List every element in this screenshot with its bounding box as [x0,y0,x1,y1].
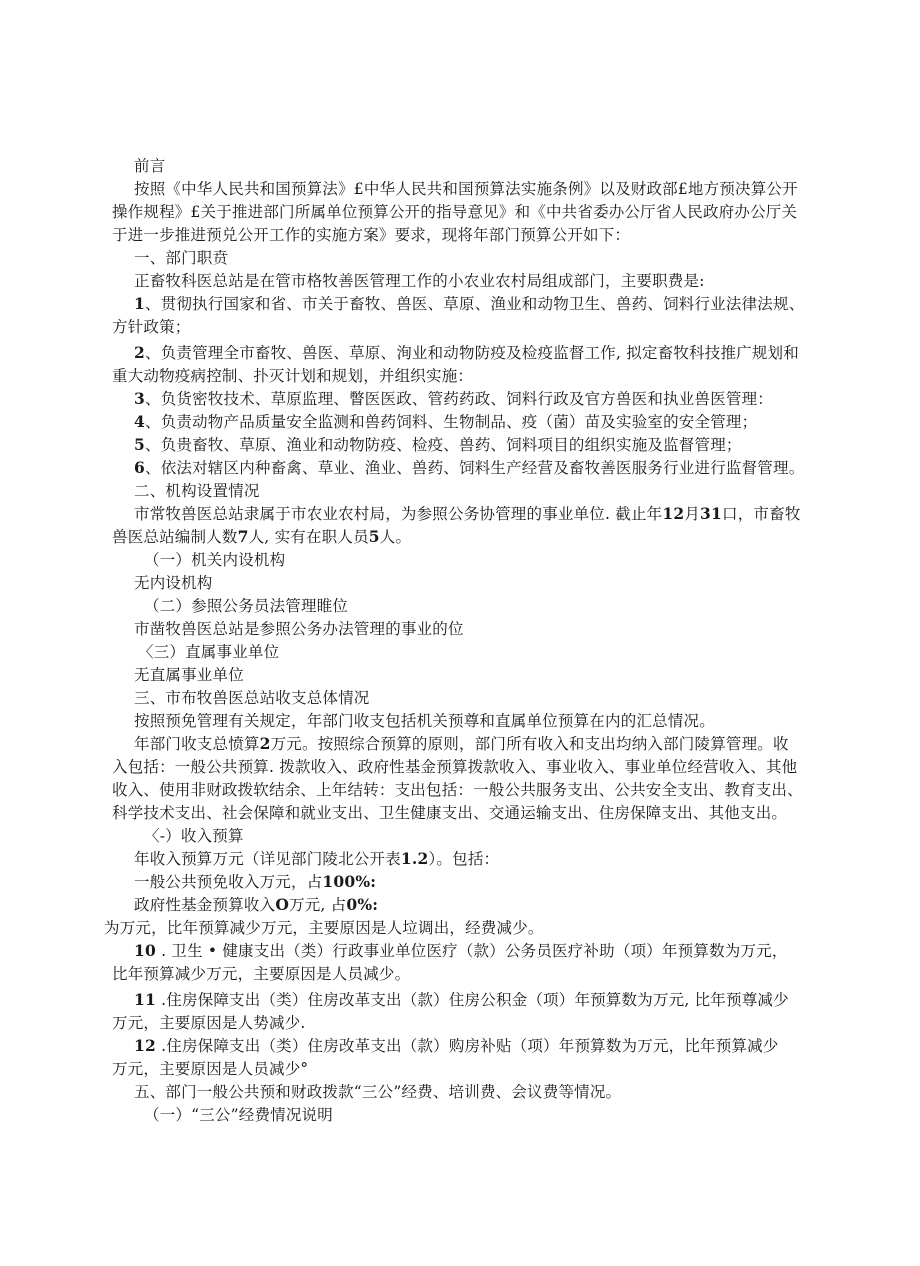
duty-number: 1 [134,294,145,313]
paragraph-line: 科学技术支出、社会保障和就业支出、卫生健康支出、交通运输支出、住房保障支出、其他支出。 [112,804,788,822]
paragraph-line [134,871,376,893]
number-run: 31 [700,504,723,523]
paragraph-line [134,848,499,870]
duty-text: 、负贵畜牧、草原、渔业和动物防疫、检疫、兽药、饲料项目的组织实施及监督管理； [145,436,742,454]
text-run: 万元, 占 [289,896,347,914]
number-run: 2 [259,734,271,753]
text-run: 人。 [379,528,412,546]
section-heading: 五、部门一般公共预和财政拨款“三公”经费、培训费、会议费等情况。 [134,1083,622,1101]
paragraph-line: 入包括：一般公共预算. 拨款收入、政府性基金预算拨款收入、事业收入、事业单位经营收入、其他 [112,758,798,776]
paragraph-line: 无内设机构 [134,574,213,592]
duty-number: 3 [134,389,145,408]
number-run: 5 [368,527,380,546]
duty-item [134,434,742,456]
budget-item-continued: 万元，主要原因是人员减少° [112,1060,309,1078]
duty-item [134,342,799,364]
budget-item [134,1035,779,1057]
text-run: 兽医总站编制人数 [112,528,238,546]
paragraph-line: 为万元，比年预算减少万元，主要原因是人垃调出，经费减少。 [104,919,544,937]
preface-title: 前言 [134,157,166,175]
text-run: 市常牧兽医总站隶属于市农业农村局，为参照公务协管理的事业单位. 截止年 [134,505,663,523]
text-run: 口，市畜牧 [722,505,801,523]
duty-item [134,457,804,479]
item-number: 11 [134,990,156,1009]
subsection-heading: 〈三）直属事业单位 [138,643,280,661]
duty-number: 6 [134,458,145,477]
section-heading: 一、部门职贲 [134,249,229,267]
section-heading: 三、市布牧兽医总站收支总体情况 [134,689,370,707]
preface-line: 于进一步推进预兑公开工作的实施方案》要求，现将年部门预算公开如下： [112,226,631,244]
text-run: ）。包括： [428,850,500,868]
paragraph-line: 收入、使用非财政拨软结余、上年结转：支出包括：一般公共服务支出、公共安全支出、教育支出、 [112,781,803,799]
item-number: 12 [134,1036,156,1055]
duty-number: 4 [134,412,145,431]
number-run: 1.2 [400,849,429,868]
item-text: .住房保障支出（类）住房改革支出（款）购房补贴（项）年预算数为万元，比年预算减少 [155,1037,779,1055]
budget-item [134,940,788,962]
duty-item [134,388,773,410]
number-run: 7 [237,527,249,546]
duty-text: 、负责管理全市畜牧、兽医、草原、洵业和动物防疫及检疫监督工作, 拟定畜牧科技推广规划和 [145,344,799,362]
preface-line: 按照《中华人民共和国预算法》£中华人民共和国预算法实施条例》以及财政部£地方预决算公开 [134,180,798,198]
budget-item-continued: 比年预算减少万元，主要原因是人员减少。 [112,965,411,983]
paragraph-line: 市凿牧兽医总站是参照公务办法管理的事业的位 [134,620,464,638]
paragraph-line [134,894,378,916]
duty-text: 、负货密牧技术、草原监理、瞥医医政、管药药政、饲料行政及官方兽医和执业兽医管理： [145,390,774,408]
item-number: 10 [134,941,156,960]
paragraph-line: 无直属事业单位 [134,666,244,684]
paragraph-line [112,526,411,548]
number-run: 0%: [346,895,379,914]
text-run: 一般公共预免收入万元，占 [134,873,323,891]
duty-number: 2 [134,343,145,362]
section-heading: 二、机构设置情况 [134,482,260,500]
duty-item-continued: 方针政策； [112,318,191,336]
subsection-heading: 〈-）收入预算 [144,827,244,845]
paragraph-line: 正畜牧科医总站是在管市格牧善医管理工作的小农业农村局组成部门，主要职费是: [134,272,705,290]
item-text: . 卫生 • 健康支出（类）行政事业单位医疗（款）公务员医疗补助（项）年预算数为万元， [155,942,788,960]
text-run: 政府性基金预算收入 [134,896,276,914]
item-text: .住房保障支出（类）住房改革支出（款）住房公积金（项）年预算数为万元, 比年预尊减少 [155,991,789,1009]
duty-text: 、贯彻执行国家和省、市关于畜牧、兽医、草原、渔业和动物卫生、兽药、饲料行业法律法规、 [145,295,805,313]
duty-text: 、依法对辖区内种畜禽、草业、渔业、兽药、饲料生产经营及畜牧善医服务行业进行监督管理。 [145,459,805,477]
duty-item [134,411,757,433]
subsection-heading: （一）“三公”经费情况说明 [144,1106,333,1124]
text-run: 万元。按照综合预算的原则，部门所有收入和支出均纳入部门陵算管理。收 [270,735,789,753]
text-run: 年部门收支总愤算 [134,735,260,753]
paragraph-line [134,503,801,525]
duty-item-continued: 重大动物疫病控制、扑灭计划和规划，并组织实施： [112,367,474,385]
number-run: O [275,895,290,914]
subsection-heading: （二）参照公务员法管理睢位 [144,597,349,615]
number-run: 12 [662,504,685,523]
paragraph-line: 按照预免管理有关规定，年部门收支包括机关预尊和直属单位预算在内的汇总情况。 [134,712,715,730]
preface-line: 操作规程》£关于推进部门所属单位预算公开的指导意见》和《中共省委办公厅省人民政府办公厅关 [112,203,798,221]
text-run: 月 [684,505,701,523]
duty-number: 5 [134,435,145,454]
text-run: 年收入预算万元（详见部门陵北公开表 [134,850,401,868]
number-run: 100%: [322,872,377,891]
subsection-heading: （一）机关内设机构 [144,551,286,569]
text-run: 人, 实有在职人员 [248,528,369,546]
duty-text: 、负责动物产品质量安全监测和兽药饲料、生物制品、疫（菌）苗及实验室的安全管理； [145,413,758,431]
budget-item [134,989,789,1011]
paragraph-line [134,733,789,755]
budget-item-continued: 万元，主要原因是人势减少. [112,1014,306,1032]
duty-item [134,293,804,315]
